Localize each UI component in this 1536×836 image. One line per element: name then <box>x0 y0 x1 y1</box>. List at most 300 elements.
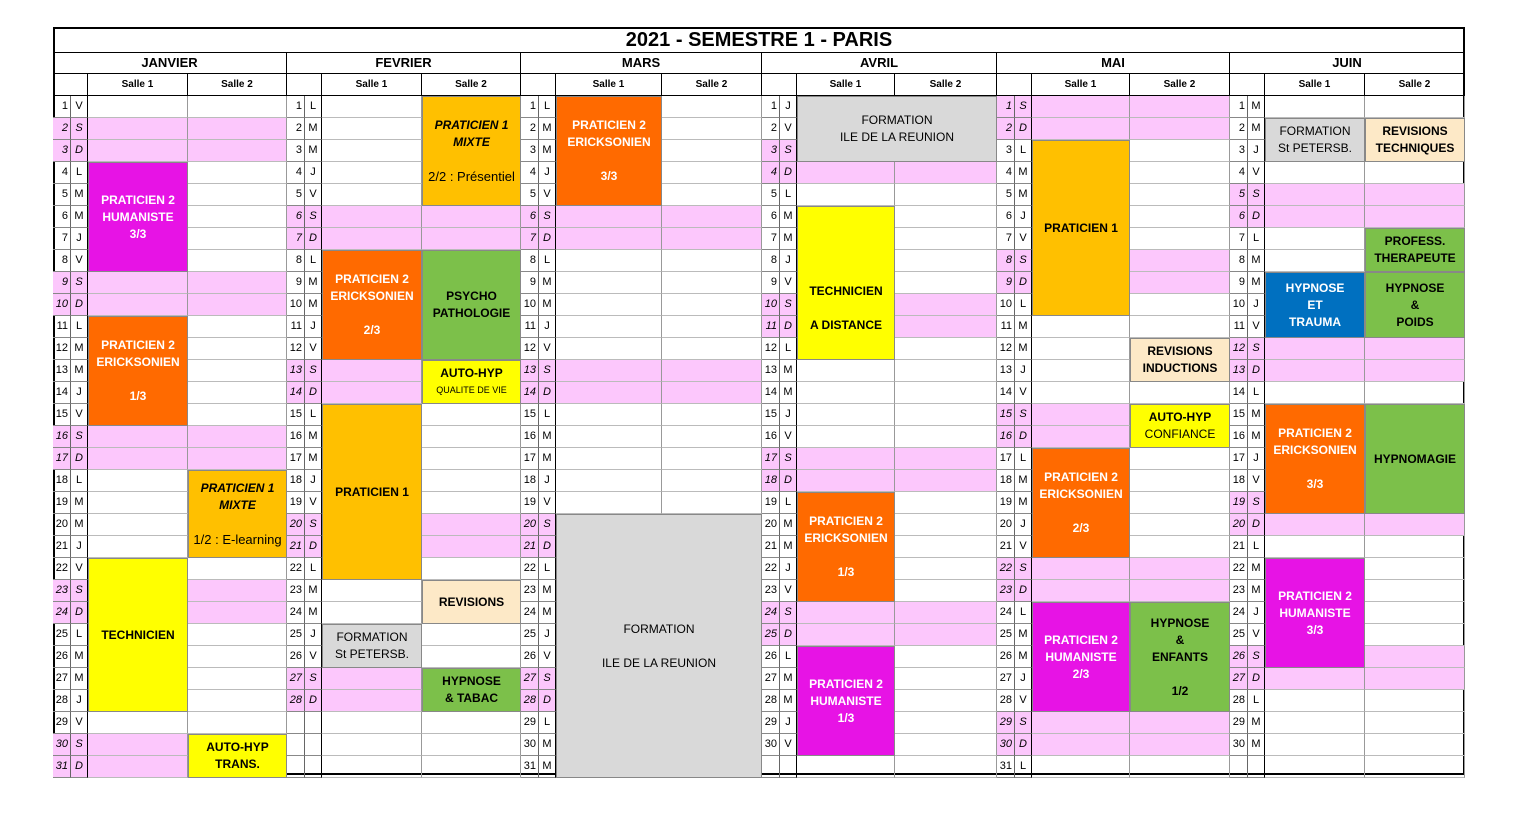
day-letter: M <box>305 580 322 602</box>
event-line: PRATICIEN 2 <box>335 272 409 286</box>
day-letter: S <box>539 668 556 690</box>
event-line <box>1273 459 1356 476</box>
room-slot <box>556 492 662 514</box>
room-slot <box>556 470 662 492</box>
room-slot <box>1265 360 1365 382</box>
day-letter <box>780 756 797 778</box>
day-letter: M <box>305 140 322 162</box>
room-header-spacer <box>997 74 1032 96</box>
room-header-spacer <box>53 74 88 96</box>
room-slot <box>188 250 287 272</box>
event-block <box>797 96 997 162</box>
room-slot <box>88 426 188 448</box>
day-number: 18 <box>997 470 1015 492</box>
room-slot <box>1130 118 1230 140</box>
room-slot <box>1130 250 1230 272</box>
room-slot <box>1032 580 1130 602</box>
day-letter: J <box>1248 448 1265 470</box>
event-label <box>1044 632 1118 683</box>
month-header: FEVRIER <box>287 53 521 74</box>
day-number: 12 <box>997 338 1015 360</box>
room-slot <box>1130 382 1230 404</box>
room-header-salle-2: Salle 2 <box>662 74 762 96</box>
event-line: 2/3 <box>1072 521 1090 535</box>
room-slot <box>1265 756 1365 778</box>
event-label <box>335 484 409 501</box>
room-slot <box>1265 162 1365 184</box>
day-letter: L <box>1248 228 1265 250</box>
day-letter: M <box>71 360 88 382</box>
room-slot <box>188 272 287 294</box>
month-header: MARS <box>521 53 762 74</box>
event-line: ERICKSONIEN <box>1039 487 1123 501</box>
day-letter: L <box>1248 536 1265 558</box>
room-slot <box>556 206 662 228</box>
event-label <box>439 594 504 611</box>
room-slot <box>1265 250 1365 272</box>
day-number <box>762 756 780 778</box>
room-slot <box>797 756 895 778</box>
day-number: 26 <box>762 646 780 668</box>
room-header-spacer <box>762 74 797 96</box>
day-letter <box>1248 756 1265 778</box>
event-block <box>88 316 188 426</box>
day-letter: D <box>539 536 556 558</box>
day-letter: D <box>1248 668 1265 690</box>
day-letter: V <box>305 184 322 206</box>
day-letter: S <box>305 668 322 690</box>
day-number: 13 <box>521 360 539 382</box>
room-slot <box>1265 96 1365 118</box>
day-letter: M <box>539 272 556 294</box>
day-letter: S <box>1015 712 1032 734</box>
room-slot <box>895 646 997 668</box>
room-slot <box>1265 228 1365 250</box>
day-number: 28 <box>287 690 305 712</box>
day-number: 21 <box>997 536 1015 558</box>
day-letter: M <box>539 118 556 140</box>
event-line: PSYCHO <box>446 289 497 303</box>
event-line: REVISIONS <box>1147 344 1213 358</box>
day-letter: L <box>1015 294 1032 316</box>
room-slot <box>556 250 662 272</box>
event-line: HUMANISTE <box>102 209 174 224</box>
day-letter: V <box>71 558 88 580</box>
day-number: 12 <box>521 338 539 360</box>
day-letter: D <box>780 470 797 492</box>
event-line: PRATICIEN 2 <box>1278 588 1352 603</box>
event-block <box>1365 404 1465 514</box>
day-number: 19 <box>53 492 71 514</box>
day-letter: S <box>305 360 322 382</box>
day-number: 31 <box>997 756 1015 778</box>
day-number: 8 <box>521 250 539 272</box>
event-line: TECHNIQUES <box>1375 141 1455 155</box>
day-number: 10 <box>53 294 71 316</box>
room-slot <box>1130 162 1230 184</box>
event-line: HYPNOMAGIE <box>1373 451 1456 466</box>
room-slot <box>188 162 287 184</box>
room-header-spacer <box>1230 74 1265 96</box>
day-letter: L <box>780 338 797 360</box>
room-slot <box>797 470 895 492</box>
day-number: 26 <box>997 646 1015 668</box>
day-letter: V <box>780 580 797 602</box>
room-slot <box>422 646 521 668</box>
room-slot <box>1265 514 1365 536</box>
day-letter: D <box>71 756 88 778</box>
day-number: 15 <box>762 404 780 426</box>
event-block <box>797 646 895 756</box>
room-slot <box>1130 558 1230 580</box>
day-number: 11 <box>53 316 71 338</box>
day-number: 8 <box>287 250 305 272</box>
room-slot <box>895 448 997 470</box>
day-number: 24 <box>287 602 305 624</box>
day-number: 17 <box>287 448 305 470</box>
room-slot <box>797 360 895 382</box>
event-line <box>1039 503 1122 520</box>
event-line: QUALITE DE VIE <box>436 385 507 395</box>
event-label <box>1145 409 1216 443</box>
day-letter: V <box>539 184 556 206</box>
event-line: 1/3 <box>129 389 147 403</box>
room-slot <box>662 448 762 470</box>
event-label <box>335 629 409 663</box>
day-letter: V <box>305 646 322 668</box>
day-letter: L <box>71 470 88 492</box>
day-number: 1 <box>287 96 305 118</box>
room-slot <box>1130 514 1230 536</box>
day-number: 24 <box>521 602 539 624</box>
day-letter: M <box>305 448 322 470</box>
day-number: 5 <box>997 184 1015 206</box>
event-line: TECHNICIEN <box>809 284 883 298</box>
day-letter: M <box>1248 580 1265 602</box>
room-slot <box>322 140 422 162</box>
room-header-salle-1: Salle 1 <box>1265 74 1365 96</box>
day-letter: M <box>539 294 556 316</box>
room-slot <box>422 734 521 756</box>
day-letter: L <box>539 250 556 272</box>
day-number: 27 <box>997 668 1015 690</box>
event-block <box>422 250 521 360</box>
event-label <box>809 232 882 334</box>
room-slot <box>1365 624 1465 646</box>
day-letter: S <box>780 294 797 316</box>
day-number: 22 <box>521 558 539 580</box>
room-slot <box>1032 756 1130 778</box>
event-label <box>1374 451 1456 468</box>
day-letter: J <box>539 470 556 492</box>
month-header: JANVIER <box>53 53 287 74</box>
room-slot <box>895 756 997 778</box>
day-number: 24 <box>762 602 780 624</box>
day-number: 21 <box>521 536 539 558</box>
day-number: 24 <box>997 602 1015 624</box>
day-letter: V <box>305 338 322 360</box>
room-slot <box>1130 206 1230 228</box>
day-number: 25 <box>521 624 539 646</box>
event-label <box>433 288 511 322</box>
day-number: 9 <box>997 272 1015 294</box>
event-line: FORMATION <box>1279 124 1351 138</box>
event-label <box>1286 280 1345 331</box>
room-slot <box>1130 448 1230 470</box>
day-number: 25 <box>287 624 305 646</box>
room-slot <box>797 448 895 470</box>
day-number: 31 <box>53 756 71 778</box>
room-slot <box>895 206 997 228</box>
day-letter: M <box>1015 338 1032 360</box>
event-line: FORMATION <box>623 621 695 636</box>
event-line: 2/3 <box>363 323 381 337</box>
room-slot <box>895 404 997 426</box>
event-label <box>840 112 954 146</box>
day-letter: M <box>780 228 797 250</box>
day-number: 4 <box>521 162 539 184</box>
event-block <box>1032 140 1130 316</box>
day-number: 4 <box>53 162 71 184</box>
event-line: ILE DE LA REUNION <box>601 655 717 670</box>
event-line: 1/2 <box>1171 683 1189 698</box>
room-slot <box>188 668 287 690</box>
day-number: 28 <box>762 690 780 712</box>
day-letter: J <box>71 536 88 558</box>
day-letter: V <box>780 118 797 140</box>
day-letter: S <box>305 206 322 228</box>
day-number: 12 <box>762 338 780 360</box>
day-number: 7 <box>521 228 539 250</box>
page-title: 2021 - SEMESTRE 1 - PARIS <box>53 27 1465 53</box>
room-slot <box>188 140 287 162</box>
room-slot <box>662 338 762 360</box>
day-number: 23 <box>521 580 539 602</box>
event-line <box>428 151 515 168</box>
event-label <box>809 676 883 727</box>
event-block <box>322 624 422 668</box>
day-letter: S <box>780 602 797 624</box>
day-number: 10 <box>521 294 539 316</box>
day-letter: J <box>305 470 322 492</box>
day-number: 19 <box>287 492 305 514</box>
event-line <box>330 305 413 322</box>
room-slot <box>422 448 521 470</box>
day-number: 14 <box>762 382 780 404</box>
day-number: 3 <box>53 140 71 162</box>
room-slot <box>895 602 997 624</box>
day-number: 19 <box>997 492 1015 514</box>
event-label <box>1278 123 1352 157</box>
day-number: 5 <box>521 184 539 206</box>
day-number: 5 <box>287 184 305 206</box>
day-number: 22 <box>997 558 1015 580</box>
event-line: HUMANISTE <box>1045 649 1117 664</box>
event-line: ILE DE LA REUNION <box>839 130 955 144</box>
room-slot <box>188 228 287 250</box>
day-number: 12 <box>287 338 305 360</box>
event-line: & TABAC <box>444 691 499 705</box>
day-number: 5 <box>53 184 71 206</box>
day-number: 20 <box>521 514 539 536</box>
day-number: 13 <box>762 360 780 382</box>
room-slot <box>1130 272 1230 294</box>
event-line: FORMATION <box>336 630 408 644</box>
event-block <box>188 470 287 558</box>
day-number: 22 <box>53 558 71 580</box>
day-letter: L <box>539 712 556 734</box>
day-letter: S <box>1248 184 1265 206</box>
event-line: PRATICIEN 2 <box>1044 470 1118 484</box>
day-letter: S <box>1248 338 1265 360</box>
event-line: ERICKSONIEN <box>330 289 414 303</box>
day-number: 22 <box>762 558 780 580</box>
room-slot <box>422 536 521 558</box>
day-number: 10 <box>1230 294 1248 316</box>
day-number: 21 <box>762 536 780 558</box>
room-slot <box>1365 360 1465 382</box>
event-line: PRATICIEN 2 <box>572 118 646 132</box>
day-number: 29 <box>53 712 71 734</box>
day-number <box>287 756 305 778</box>
room-slot <box>1365 602 1465 624</box>
room-slot <box>188 448 287 470</box>
room-slot <box>88 272 188 294</box>
day-letter: D <box>1248 206 1265 228</box>
room-slot <box>188 206 287 228</box>
room-header-salle-1: Salle 1 <box>88 74 188 96</box>
room-slot <box>322 162 422 184</box>
room-slot <box>1130 712 1230 734</box>
room-header-salle-2: Salle 2 <box>422 74 521 96</box>
event-block <box>1265 118 1365 162</box>
day-letter: V <box>71 712 88 734</box>
day-number: 3 <box>521 140 539 162</box>
event-block <box>1365 118 1465 162</box>
day-number: 21 <box>53 536 71 558</box>
day-letter: D <box>71 140 88 162</box>
event-block <box>1032 448 1130 558</box>
room-slot <box>1130 294 1230 316</box>
day-letter: M <box>305 602 322 624</box>
room-slot <box>895 624 997 646</box>
day-number: 6 <box>53 206 71 228</box>
room-slot <box>1032 360 1130 382</box>
day-number: 14 <box>997 382 1015 404</box>
day-number: 24 <box>53 602 71 624</box>
room-slot <box>188 712 287 734</box>
room-slot <box>1265 712 1365 734</box>
day-number: 5 <box>762 184 780 206</box>
day-letter: M <box>539 580 556 602</box>
event-line: CONFIANCE <box>1144 427 1216 441</box>
event-label <box>1374 233 1455 267</box>
event-line: ENFANTS <box>1151 649 1208 664</box>
room-slot <box>88 536 188 558</box>
day-letter: M <box>780 382 797 404</box>
day-number: 31 <box>521 756 539 778</box>
day-letter: L <box>1015 602 1032 624</box>
day-letter <box>305 712 322 734</box>
day-number: 16 <box>762 426 780 448</box>
day-letter: J <box>780 404 797 426</box>
event-block <box>422 580 521 624</box>
event-label <box>1151 615 1210 700</box>
day-number: 23 <box>762 580 780 602</box>
event-label <box>436 365 507 399</box>
day-number: 1 <box>521 96 539 118</box>
event-line: INDUCTIONS <box>1142 361 1218 375</box>
event-label <box>1273 425 1356 493</box>
day-letter: D <box>71 602 88 624</box>
day-letter: D <box>1015 118 1032 140</box>
room-slot <box>88 118 188 140</box>
day-letter: M <box>1015 646 1032 668</box>
day-letter: M <box>780 206 797 228</box>
event-line: ERICKSONIEN <box>1273 443 1357 457</box>
day-number: 28 <box>997 690 1015 712</box>
day-number: 15 <box>521 404 539 426</box>
day-letter: J <box>305 162 322 184</box>
event-line: THERAPEUTE <box>1374 251 1456 265</box>
day-letter: J <box>780 712 797 734</box>
day-number: 18 <box>521 470 539 492</box>
day-number: 24 <box>1230 602 1248 624</box>
day-number: 20 <box>287 514 305 536</box>
room-slot <box>895 228 997 250</box>
event-line: MIXTE <box>453 135 490 149</box>
room-slot <box>1130 756 1230 778</box>
event-line: HYPNOSE <box>442 674 501 688</box>
day-number: 7 <box>997 228 1015 250</box>
room-slot <box>422 228 521 250</box>
room-slot <box>1032 118 1130 140</box>
event-line: ET <box>1307 297 1323 312</box>
room-slot <box>188 382 287 404</box>
day-number: 30 <box>1230 734 1248 756</box>
event-line <box>1151 666 1210 683</box>
event-line: 1/3 <box>837 710 855 725</box>
room-slot <box>188 96 287 118</box>
event-block <box>422 360 521 404</box>
day-number: 8 <box>997 250 1015 272</box>
day-letter: M <box>305 294 322 316</box>
room-slot <box>662 316 762 338</box>
room-slot <box>322 712 422 734</box>
day-letter: M <box>1248 272 1265 294</box>
room-slot <box>797 184 895 206</box>
room-slot <box>895 514 997 536</box>
day-number: 25 <box>762 624 780 646</box>
room-slot <box>1130 184 1230 206</box>
room-slot <box>322 228 422 250</box>
event-line: PRATICIEN 1 <box>434 118 509 132</box>
room-slot <box>188 316 287 338</box>
room-slot <box>322 206 422 228</box>
room-slot <box>88 712 188 734</box>
day-letter <box>305 734 322 756</box>
room-slot <box>88 294 188 316</box>
day-number: 7 <box>53 228 71 250</box>
event-line: ERICKSONIEN <box>804 531 888 545</box>
day-number: 12 <box>53 338 71 360</box>
event-block <box>1032 602 1130 712</box>
day-letter: S <box>780 448 797 470</box>
room-slot <box>895 272 997 294</box>
day-letter: D <box>1015 580 1032 602</box>
room-slot <box>895 558 997 580</box>
day-letter: S <box>71 118 88 140</box>
